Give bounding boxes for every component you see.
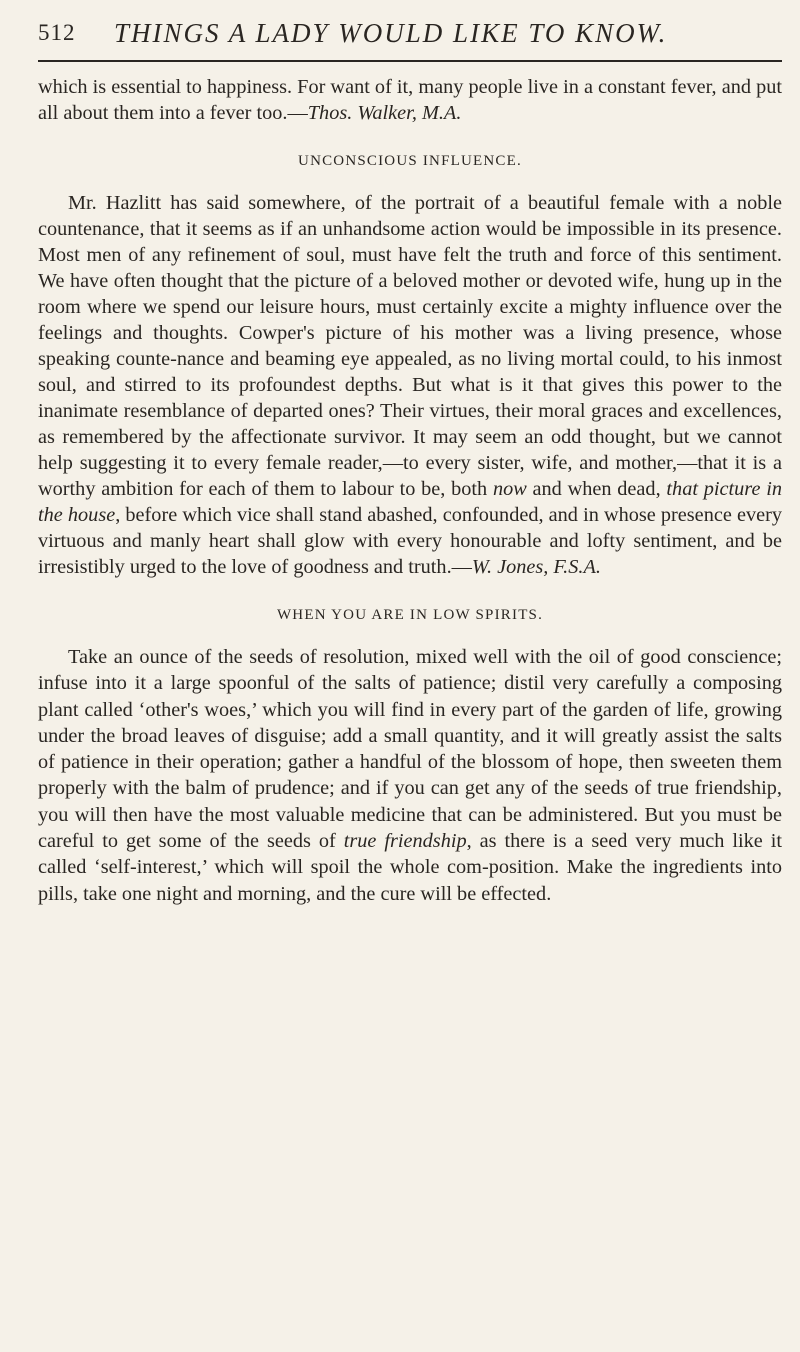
unconscious-influence-paragraph bbox=[38, 190, 782, 580]
low-spirits-paragraph bbox=[38, 644, 782, 907]
section-heading-low-spirits: WHEN YOU ARE IN LOW SPIRITS. bbox=[276, 607, 544, 623]
section2-text-a: Take an ounce of the seeds of resolution, mixed well with the oil of good conscience; infuse into it a large spoonful of the salts of patience; distil very carefully a composing plant called ‘other's woes,’ which you will find in every part of the garden of life, growing under the broad leaves of disguise; add a small quantity, and it will greatly assist the salts of patience in their operation; gather a handful of the blossom of hope, then sweeten them properly with the balm of prudence; and if you can get any of the seeds of true friendship, you will then have the most valuable medicine that can be administered. But you must be careful to get some of the seeds of bbox=[38, 646, 782, 853]
section-heading-unconscious-influence: UNCONSCIOUS INFLUENCE. bbox=[298, 153, 522, 169]
page-number: 512 bbox=[38, 20, 76, 45]
section1-em-now: now bbox=[492, 478, 527, 500]
section1-text-c: , before which vice shall stand abashed, confounded, and in whose presence every virtuous and manly heart shall glow with every honourable and lofty sentiment, and be irresistibly urged to the love of goodness and truth.— bbox=[38, 504, 782, 578]
section1-text-b: and when dead, bbox=[526, 478, 667, 500]
page-body bbox=[38, 74, 782, 907]
continuation-text: which is essential to happiness. For want of it, many people live in a constant fever, and put all about them into a fever too.— bbox=[38, 76, 782, 124]
header-rule bbox=[38, 60, 782, 62]
running-header bbox=[38, 14, 782, 58]
section1-attribution: W. Jones, F.S.A. bbox=[471, 556, 601, 578]
section2-text-b: , as there is a seed very much like it called ‘self-interest,’ which will spoil the whole com-position. Make the ingredients into pills, take one night and morning, and the cure will be effected. bbox=[38, 830, 782, 905]
continuation-attribution: Thos. Walker, M.A. bbox=[307, 102, 462, 124]
running-title: THINGS A LADY WOULD LIKE TO KNOW. bbox=[114, 18, 668, 48]
section1-em-picture: that picture in the house bbox=[38, 478, 782, 526]
section2-em-friendship: true friendship bbox=[343, 830, 467, 853]
section1-text-a: Mr. Hazlitt has said somewhere, of the portrait of a beautiful female with a noble countenance, that it seems as if an unhandsome action would be impossible in its presence. Most men of any refinement of soul, must have felt the truth and force of this sentiment. We have often thought that the picture of a beloved mother or devoted wife, hung up in the room where we spend our leisure hours, must certainly excite a mighty influence over the feelings and thoughts. Cowper's picture of his mother was a living presence, whose speaking counte-nance and beaming eye appealed, as no living mortal could, to his inmost soul, and stirred to its profoundest depths. But what is it that gives this power to the inanimate resemblance of departed ones? Their virtues, their moral graces and excellences, as remembered by the affectionate survivor. It may seem an odd thought, but we cannot help suggesting it to every female reader,—to every sister, wife, and mother,—that it is a worthy ambition for each of them to labour to be, both bbox=[38, 192, 782, 500]
book-page bbox=[38, 14, 782, 907]
continuation-paragraph bbox=[38, 74, 782, 126]
